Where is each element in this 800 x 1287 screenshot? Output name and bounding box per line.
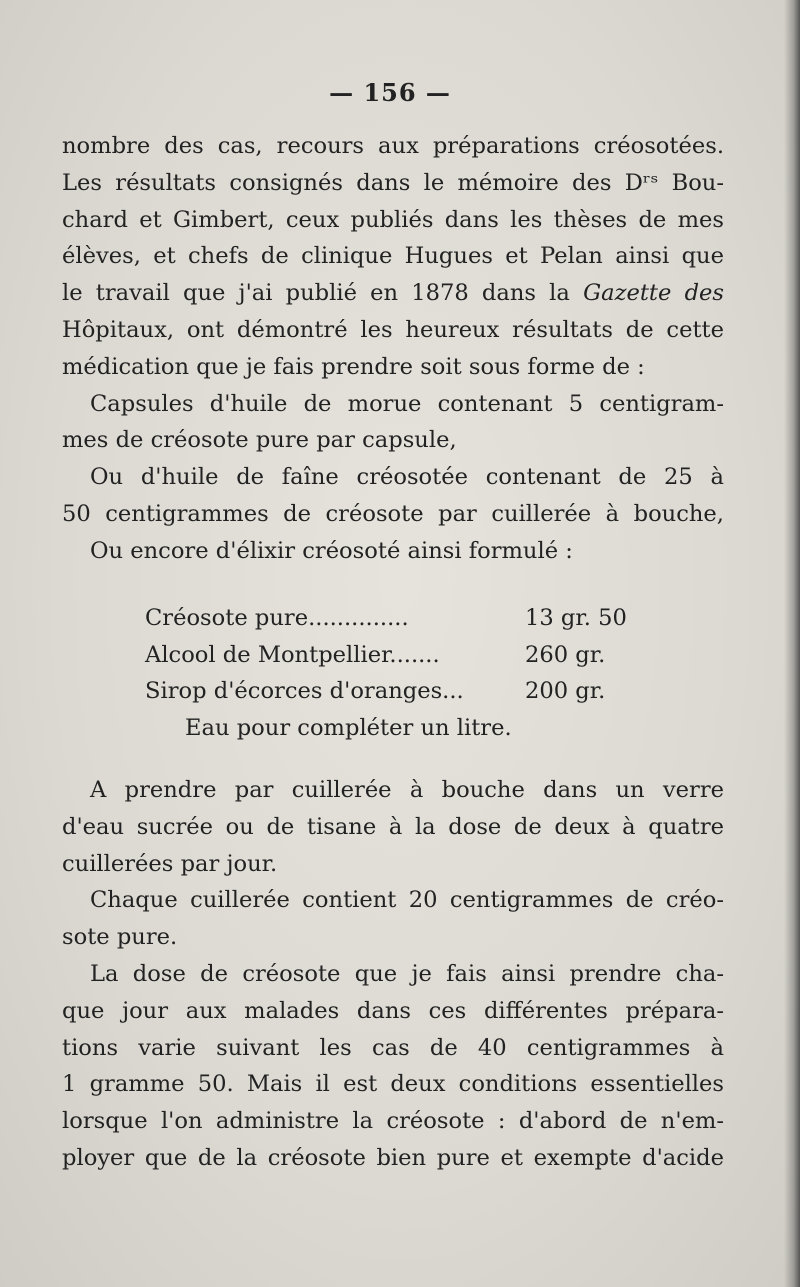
text-line: Les résultats consignés dans le mémoire des Dʳˢ Bou- [62,169,724,196]
text-fragment: le travail que j'ai publié en 1878 dans la [62,280,570,307]
text-line: médication que je fais prendre soit sous forme de : [62,353,645,380]
text-line: Ou d'huile de faîne créosotée contenant de 25 à [90,464,724,491]
text-line: ployer que de la créosote bien pure et exempte d'acide [62,1144,724,1171]
text-line: La dose de créosote que je fais ainsi prendre cha- [90,960,724,987]
ingredient-name: Créosote pure.............. [145,605,409,631]
text-line: Hôpitaux, ont démontré les heureux résultats de cette [62,316,724,343]
formula-row [145,637,665,674]
page-edge-shadow [784,0,800,1287]
page-number: — 156 — [329,78,451,107]
text-line: tions varie suivant les cas de 40 centigrammes à [62,1034,724,1061]
elixir-formula [145,600,665,746]
journal-title-italic: Gazette des [583,280,724,307]
paragraph-creosote-preparations [62,128,724,570]
text-line: Ou encore d'élixir créosoté ainsi formulé : [90,537,573,564]
formula-row [145,600,665,637]
text-line: 50 centigrammes de créosote par cuillerée à bouche, [62,500,724,527]
text-line: Capsules d'huile de morue contenant 5 centigram- [90,390,724,417]
formula-row [145,673,665,710]
text-line: chard et Gimbert, ceux publiés dans les thèses de mes [62,206,724,233]
ingredient-quantity: 200 gr. [525,678,606,705]
text-line-with-italic [62,275,724,312]
text-line: nombre des cas, recours aux préparations créosotées. [62,133,724,159]
text-line: sote pure. [62,924,178,951]
text-line: lorsque l'on administre la créosote : d'abord de n'em- [62,1108,724,1135]
text-line: A prendre par cuillerée à bouche dans un verre [90,777,724,803]
ingredient-name: Alcool de Montpellier....... [145,641,440,668]
text-line: que jour aux malades dans ces différentes prépara- [62,997,724,1024]
ingredient-quantity: 260 gr. [525,641,606,668]
text-line: 1 gramme 50. Mais il est deux conditions essentielles [62,1071,724,1098]
text-line: cuillerées par jour. [62,850,278,877]
ingredient-name: Sirop d'écorces d'oranges... [145,678,464,705]
text-line: élèves, et chefs de clinique Hugues et Pelan ainsi que [62,243,724,270]
text-line: d'eau sucrée ou de tisane à la dose de deux à quatre [62,813,724,840]
paragraph-dosage [62,772,724,1177]
text-line: Chaque cuillerée contient 20 centigrammes de créo- [90,887,724,914]
text-line: mes de créosote pure par capsule, [62,427,457,454]
formula-note: Eau pour compléter un litre. [185,714,512,741]
ingredient-quantity: 13 gr. 50 [525,605,627,631]
